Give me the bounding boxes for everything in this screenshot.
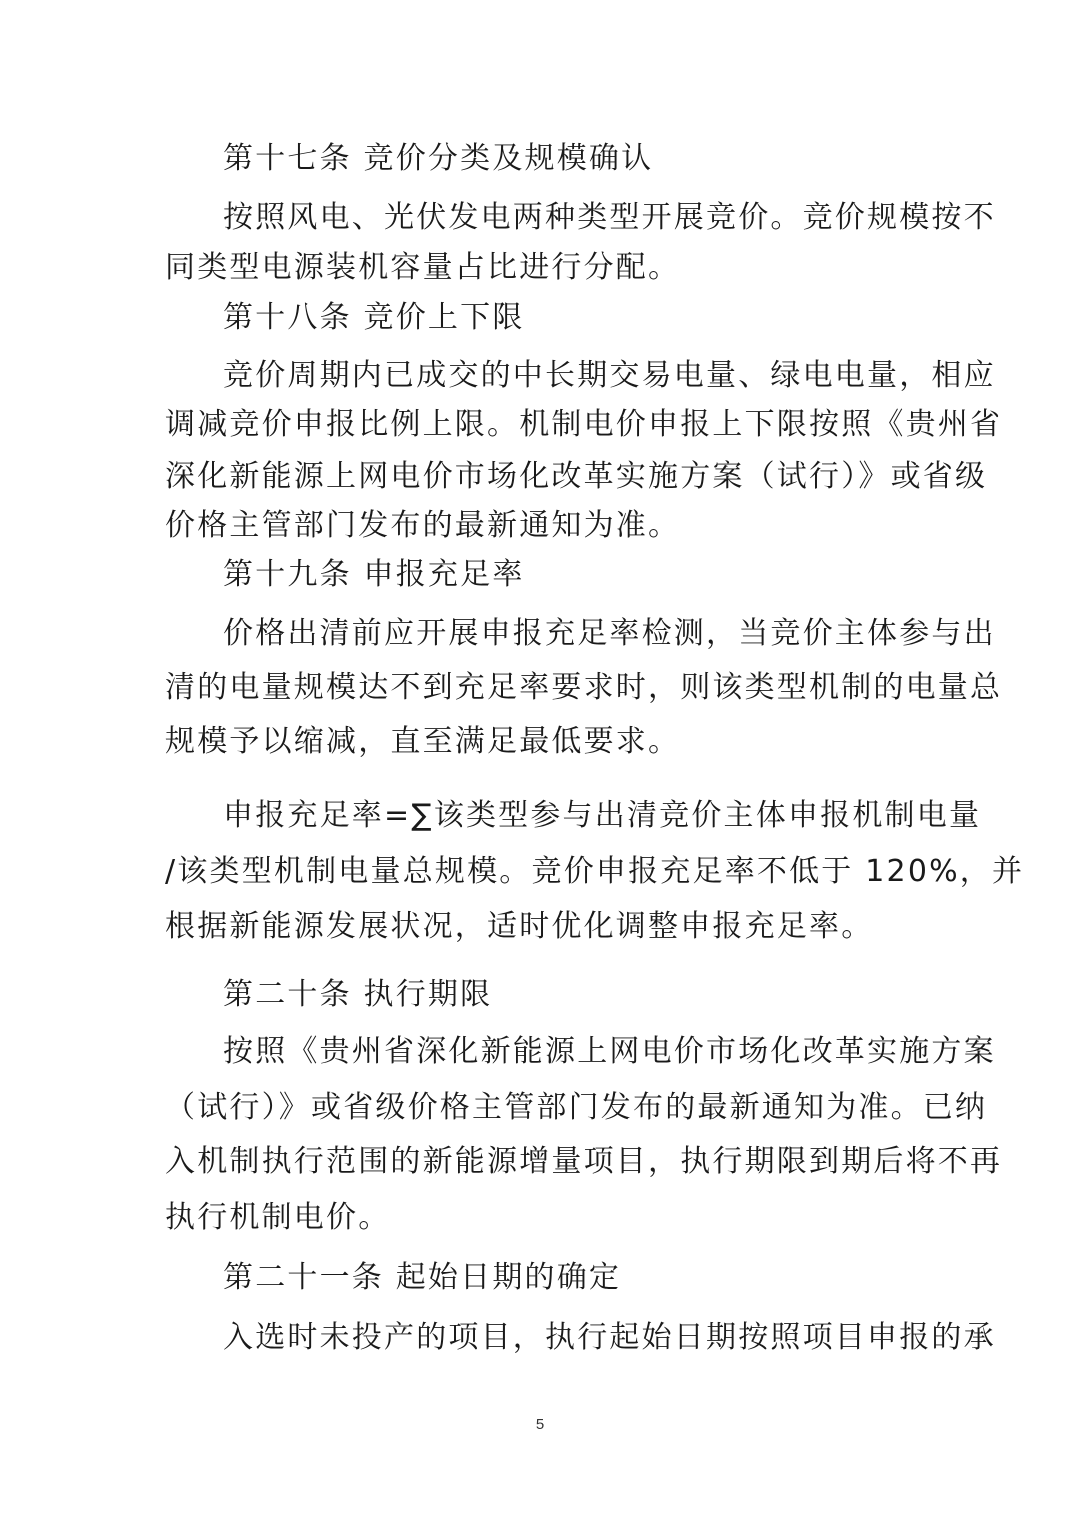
article-18-line-4: 价格主管部门发布的最新通知为准。	[165, 508, 681, 543]
article-18-line-1: 竞价周期内已成交的中长期交易电量、绿电电量，相应	[223, 358, 996, 393]
article-20-line-2: （试行）》或省级价格主管部门发布的最新通知为准。已纳	[165, 1090, 988, 1125]
article-19-line-2: 清的电量规模达不到充足率要求时，则该类型机制的电量总	[165, 670, 1003, 705]
article-17-heading: 第十七条 竞价分类及规模确认	[223, 141, 654, 176]
article-19-formula-line-1: 申报充足率=∑该类型参与出清竞价主体申报机制电量	[223, 798, 982, 833]
article-17-line-2: 同类型电源装机容量占比进行分配。	[165, 250, 681, 285]
article-21-heading: 第二十一条 起始日期的确定	[223, 1260, 622, 1295]
article-17-line-1: 按照风电、光伏发电两种类型开展竞价。竞价规模按不	[223, 200, 996, 235]
article-20-line-3: 入机制执行范围的新能源增量项目，执行期限到期后将不再	[165, 1144, 1003, 1179]
article-20-line-1: 按照《贵州省深化新能源上网电价市场化改革实施方案	[223, 1034, 996, 1069]
article-21-line-1: 入选时未投产的项目，执行起始日期按照项目申报的承	[223, 1320, 996, 1355]
article-19-heading: 第十九条 申报充足率	[223, 557, 525, 592]
article-19-line-1: 价格出清前应开展申报充足率检测，当竞价主体参与出	[223, 616, 996, 651]
article-19-formula-line-2: /该类型机制电量总规模。竞价申报充足率不低于 120%，并	[165, 854, 1025, 889]
article-19-line-3: 规模予以缩减，直至满足最低要求。	[165, 724, 681, 759]
page-number: 5	[535, 1416, 545, 1433]
article-20-heading: 第二十条 执行期限	[223, 977, 493, 1012]
article-19-formula-line-3: 根据新能源发展状况，适时优化调整申报充足率。	[165, 909, 874, 944]
article-18-heading: 第十八条 竞价上下限	[223, 300, 525, 335]
article-18-line-2: 调减竞价申报比例上限。机制电价申报上下限按照《贵州省	[165, 407, 1003, 442]
article-18-line-3: 深化新能源上网电价市场化改革实施方案（试行）》或省级	[165, 459, 988, 494]
article-20-line-4: 执行机制电价。	[165, 1200, 391, 1235]
